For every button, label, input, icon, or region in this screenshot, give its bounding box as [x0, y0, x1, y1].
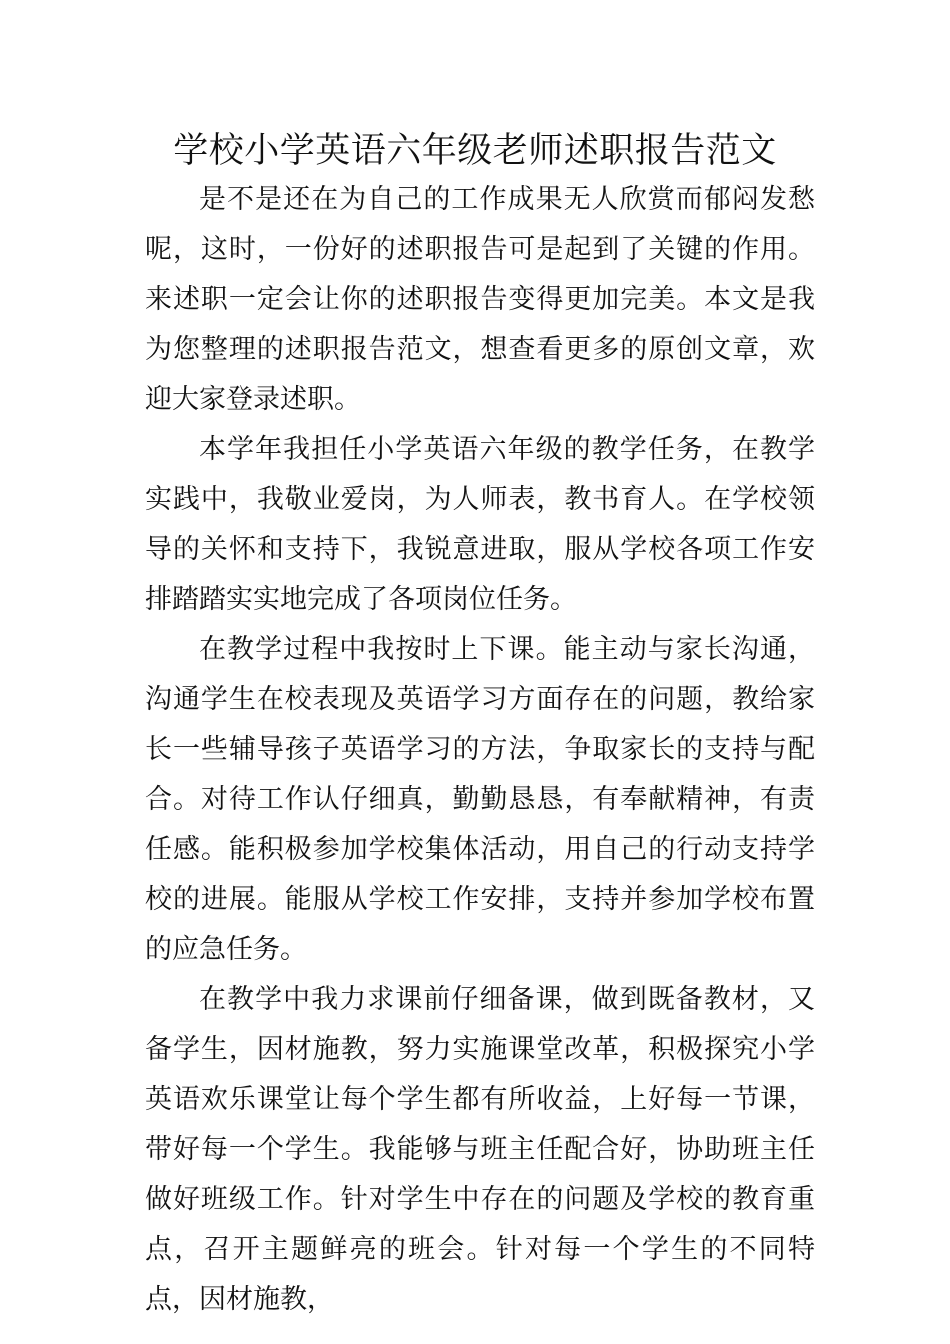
paragraph-4: 在教学中我力求课前仔细备课，做到既备教材，又备学生，因材施教，努力实施课堂改革，积极探究小学英语欢乐课堂让每个学生都有所收益，上好每一节课，带好每一个学生。我能够与班主任配合好，协助班主任做好班级工作。针对学生中存在的问题及学校的教育重点，召开主题鲜亮的班会。针对每一个学生的不同特点，因材施教， — [145, 984, 815, 1315]
paragraph-1: 是不是还在为自己的工作成果无人欣赏而郁闷发愁呢，这时，一份好的述职报告可是起到了关键的作用。来述职一定会让你的述职报告变得更加完美。本文是我为您整理的述职报告范文，想查看更多的原创文章，欢迎大家登录述职。 — [145, 184, 815, 415]
document-body — [145, 175, 815, 1325]
document-title: 学校小学英语六年级老师述职报告范文 — [173, 131, 777, 171]
paragraph-2: 本学年我担任小学英语六年级的教学任务，在教学实践中，我敬业爱岗，为人师表，教书育人。在学校领导的关怀和支持下，我锐意进取，服从学校各项工作安排踏踏实实地完成了各项岗位任务。 — [145, 434, 815, 615]
paragraph-3: 在教学过程中我按时上下课。能主动与家长沟通，沟通学生在校表现及英语学习方面存在的问题，教给家长一些辅导孩子英语学习的方法，争取家长的支持与配合。对待工作认仔细真，勤勤恳恳，有奉献精神，有责任感。能积极参加学校集体活动，用自己的行动支持学校的进展。能服从学校工作安排，支持并参加学校布置的应急任务。 — [145, 634, 815, 965]
